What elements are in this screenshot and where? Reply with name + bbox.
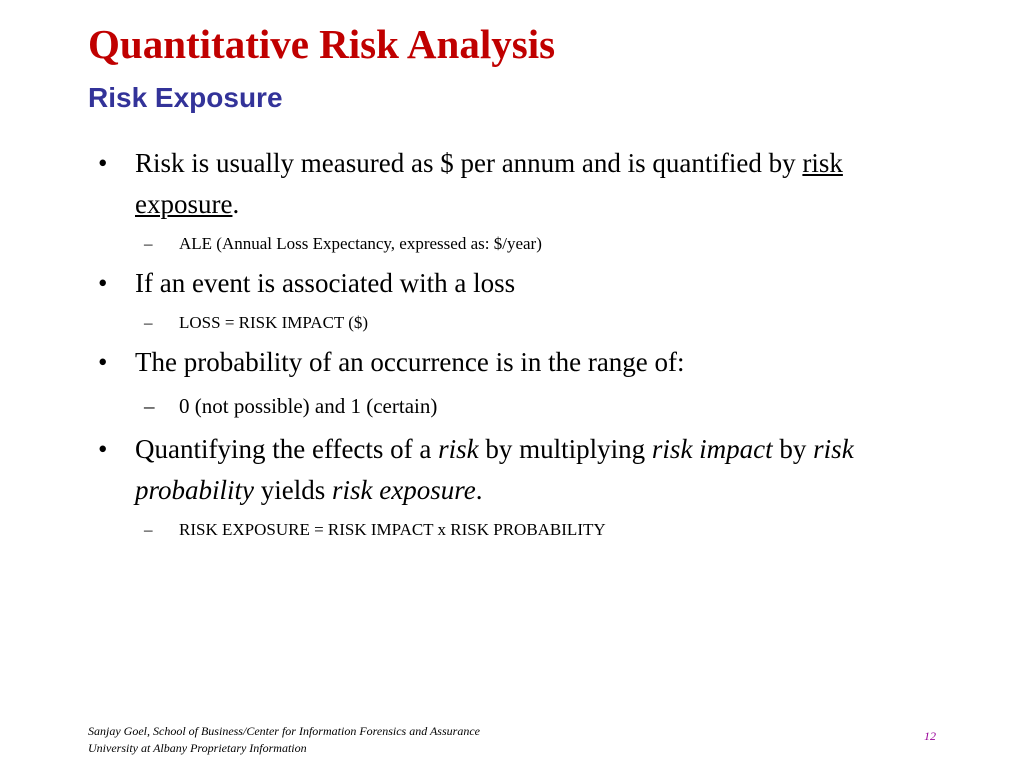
sub-list: [98, 231, 898, 257]
footer-line-author: Sanjay Goel, School of Business/Center for Information Forensics and Assurance: [88, 724, 480, 738]
sub-list: [98, 389, 898, 423]
underlined-term: risk exposure: [135, 148, 843, 219]
sub-marker: –: [144, 313, 153, 332]
bullet-text: Risk is usually measured as $ per annum and is quantified by: [135, 148, 803, 178]
bullet-text: .: [232, 189, 240, 219]
italic-term: risk impact: [651, 434, 773, 464]
sub-item: [98, 231, 898, 257]
bullet-text: by multiplying: [478, 434, 652, 464]
sub-item: [98, 310, 898, 336]
italic-term: risk exposure: [332, 475, 476, 505]
footer-line-proprietary: University at Albany Proprietary Information: [88, 741, 307, 755]
bullet-text: by: [772, 434, 814, 464]
footer: [88, 723, 480, 757]
bullet-marker: •: [98, 347, 108, 377]
sub-list: [98, 517, 898, 543]
sub-item: [98, 517, 898, 543]
bullet-marker: •: [98, 148, 108, 178]
slide-title: Quantitative Risk Analysis: [88, 21, 556, 67]
sub-marker: –: [144, 234, 153, 253]
bullet-text: .: [475, 475, 483, 505]
bullet-item: [98, 342, 898, 383]
slide-subtitle: Risk Exposure: [88, 82, 283, 113]
bullet-item: [98, 429, 898, 511]
sub-text: LOSS = RISK IMPACT ($): [179, 313, 369, 332]
italic-term: risk probability: [135, 434, 854, 505]
page-number: 12: [924, 729, 936, 743]
bullet-text: yields: [254, 475, 332, 505]
bullet-item: [98, 143, 898, 225]
bullet-text: The probability of an occurrence is in the range of:: [135, 347, 685, 377]
sub-marker: –: [144, 394, 155, 418]
bullet-list: [98, 143, 898, 549]
bullet-text: Quantifying the effects of a: [135, 434, 439, 464]
bullet-item: [98, 263, 898, 304]
italic-term: risk: [438, 434, 479, 464]
sub-text: ALE (Annual Loss Expectancy, expressed as: $/year): [179, 234, 542, 253]
sub-text: 0 (not possible) and 1 (certain): [179, 394, 438, 418]
sub-marker: –: [144, 520, 153, 539]
bullet-text: If an event is associated with a loss: [135, 268, 516, 298]
bullet-marker: •: [98, 268, 108, 298]
sub-text: RISK EXPOSURE = RISK IMPACT x RISK PROBABILITY: [179, 520, 606, 539]
sub-list: [98, 310, 898, 336]
sub-item: [98, 389, 898, 423]
bullet-marker: •: [98, 434, 108, 464]
